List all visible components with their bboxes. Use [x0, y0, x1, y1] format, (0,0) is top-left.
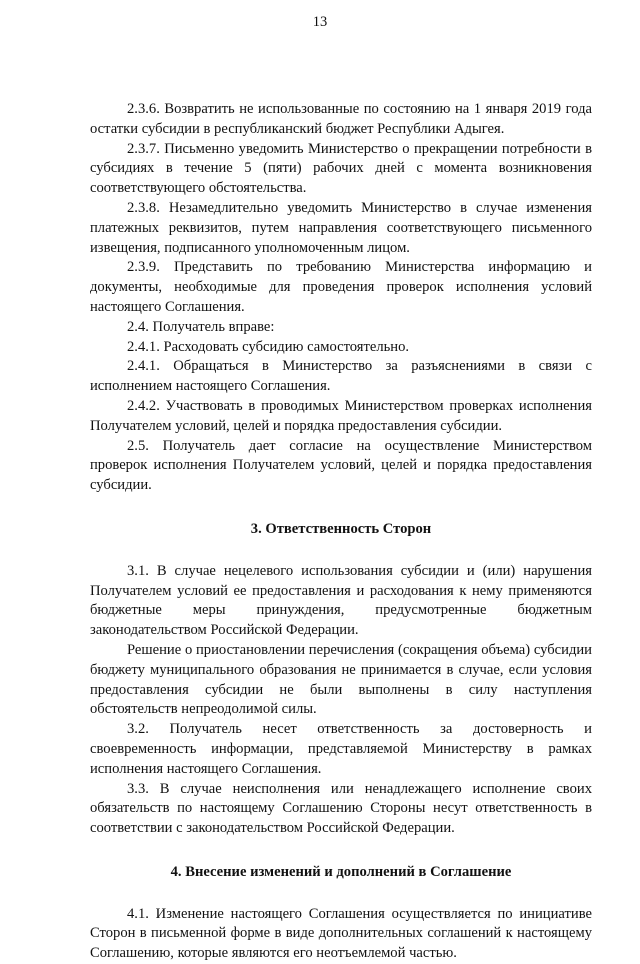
- paragraph-3-3: 3.3. В случае неисполнения или ненадлежащего исполнение своих обязательств по настоящему Соглашению Стороны несут ответственность в соответствии с законодательством Российской Федерации.: [90, 780, 592, 837]
- paragraph-3-2: 3.2. Получатель несет ответственность за достоверность и своевременность информации, представляемой Министерству в рамках исполнения настоящего Соглашения.: [90, 721, 592, 777]
- page-number: 13: [312, 14, 328, 30]
- paragraph-2-5: 2.5. Получатель дает согласие на осуществление Министерством проверок исполнения Получателем условий, целей и порядка предоставления субсидии.: [90, 437, 592, 494]
- paragraph-2-3-9: 2.3.9. Представить по требованию Министерства информацию и документы, необходимые для проведения проверок исполнения условий настоящего Соглашения.: [90, 259, 592, 315]
- paragraph-3-1-decision: Решение о приостановлении перечисления (сокращения объема) субсидии бюджету муниципального образования не принимается в случае, если условия предоставления субсидии не были выполнены в силу наступления обстоятельств непреодолимой силы.: [90, 641, 592, 718]
- document-body: [90, 100, 592, 964]
- paragraph-2-4-2: 2.4.2. Участвовать в проводимых Министерством проверках исполнения Получателем условий, целей и порядка предоставления субсидии.: [90, 397, 592, 434]
- paragraph-2-4-1-a: 2.4.1. Расходовать субсидию самостоятельно.: [127, 338, 410, 355]
- paragraph-2-3-7: 2.3.7. Письменно уведомить Министерство о прекращении потребности в субсидиях в течение 5 (пяти) рабочих дней с момента возникновения соответствующего обстоятельства.: [90, 140, 592, 197]
- section-3-heading: 3. Ответственность Сторон: [250, 520, 432, 537]
- paragraph-2-4: 2.4. Получатель вправе:: [127, 318, 275, 335]
- section-4-heading: 4. Внесение изменений и дополнений в Соглашение: [170, 863, 512, 880]
- paragraph-4-1: 4.1. Изменение настоящего Соглашения осуществляется по инициативе Сторон в письменной форме в виде дополнительных соглашений к настоящему Соглашению, которые являются его неотъемлемой частью.: [90, 905, 592, 962]
- paragraph-2-4-1-b: 2.4.1. Обращаться в Министерство за разъяснениями в связи с исполнением настоящего Соглашения.: [90, 358, 592, 395]
- paragraph-2-3-6: 2.3.6. Возвратить не использованные по состоянию на 1 января 2019 года остатки субсидии в республиканский бюджет Республики Адыгея.: [90, 101, 592, 137]
- paragraph-3-1: 3.1. В случае нецелевого использования субсидии и (или) нарушения Получателем условий ее предоставления и расходования к нему применяются бюджетные меры принуждения, предусмотренные бюджетным законодательством Российской Федерации.: [90, 562, 592, 639]
- paragraph-2-3-8: 2.3.8. Незамедлительно уведомить Министерство в случае изменения платежных реквизитов, путем направления соответствующего письменного извещения, подписанного уполномоченным лицом.: [90, 199, 592, 256]
